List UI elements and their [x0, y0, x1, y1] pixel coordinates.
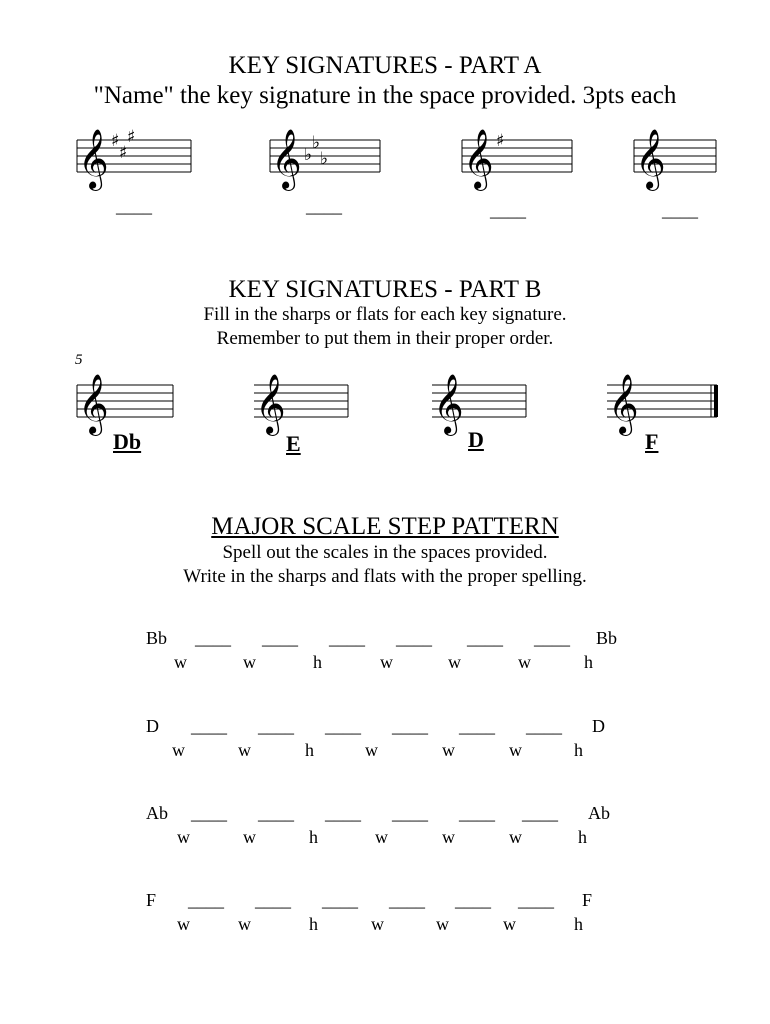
note-blank[interactable]: ____ — [396, 628, 432, 648]
scale-start: Ab — [146, 803, 168, 823]
note-blank[interactable]: ____ — [325, 803, 361, 823]
step-label: h — [309, 914, 318, 934]
scale-row-f — [0, 890, 770, 940]
note-blank[interactable]: ____ — [262, 628, 298, 648]
note-blank[interactable]: ____ — [195, 628, 231, 648]
part-a-title: KEY SIGNATURES - PART A — [228, 52, 542, 79]
note-blank[interactable]: ____ — [389, 890, 425, 910]
note-blank[interactable]: ____ — [325, 716, 361, 736]
sharp-icon: ♯ — [111, 131, 120, 151]
part-b-instruction-2: Remember to put them in their proper order. — [216, 328, 554, 349]
scale-end: F — [582, 890, 593, 910]
step-label: w — [509, 740, 522, 760]
key-label-e: E — [286, 431, 301, 456]
staff-b2 — [252, 365, 362, 435]
scale-row-bb — [0, 628, 770, 678]
scale-start: D — [146, 716, 159, 736]
sharp-icon: ♯ — [119, 143, 128, 163]
part-c-instruction-1: Spell out the scales in the spaces provided. — [222, 542, 548, 563]
note-blank[interactable]: ____ — [258, 803, 294, 823]
key-label-f: F — [645, 429, 659, 454]
step-label: h — [309, 827, 318, 847]
note-blank[interactable]: ____ — [255, 890, 291, 910]
step-label: w — [518, 652, 531, 672]
note-blank[interactable]: ____ — [522, 803, 558, 823]
treble-clef-icon: 𝄞 — [608, 374, 639, 434]
key-label-db: Db — [113, 429, 142, 454]
note-blank[interactable]: ____ — [467, 628, 503, 648]
treble-clef-icon: 𝄞 — [271, 129, 302, 189]
step-label: w — [375, 827, 388, 847]
staff-b4 — [605, 365, 725, 435]
key-label-d: D — [468, 427, 484, 452]
flat-icon: ♭ — [312, 133, 321, 153]
part-c-title: MAJOR SCALE STEP PATTERN — [211, 513, 559, 540]
step-label: h — [574, 740, 583, 760]
note-blank[interactable]: ____ — [188, 890, 224, 910]
note-blank[interactable]: ____ — [392, 716, 428, 736]
step-label: h — [584, 652, 593, 672]
step-label: w — [177, 914, 190, 934]
step-label: w — [238, 740, 251, 760]
step-label: w — [442, 740, 455, 760]
sharp-icon: ♯ — [127, 127, 136, 147]
scale-end: D — [592, 716, 605, 736]
step-label: w — [509, 827, 522, 847]
note-blank[interactable]: ____ — [526, 716, 562, 736]
step-label: w — [442, 827, 455, 847]
step-label: w — [503, 914, 516, 934]
scale-start: Bb — [146, 628, 168, 648]
scale-end: Bb — [596, 628, 618, 648]
note-blank[interactable]: ____ — [392, 803, 428, 823]
part-b-title: KEY SIGNATURES - PART B — [228, 276, 542, 303]
note-blank[interactable]: ____ — [459, 803, 495, 823]
answer-blank-3[interactable]: ____ — [490, 200, 526, 220]
treble-clef-icon: 𝄞 — [635, 129, 666, 189]
note-blank[interactable]: ____ — [322, 890, 358, 910]
scale-row-d — [0, 716, 770, 766]
step-label: h — [574, 914, 583, 934]
note-blank[interactable]: ____ — [518, 890, 554, 910]
step-label: w — [243, 652, 256, 672]
answer-blank-1[interactable]: ____ — [116, 196, 152, 216]
step-label: w — [365, 740, 378, 760]
part-a-instruction: "Name" the key signature in the space provided. 3pts each — [93, 82, 677, 109]
step-label: w — [174, 652, 187, 672]
treble-clef-icon: 𝄞 — [255, 374, 286, 434]
scale-row-ab — [0, 803, 770, 853]
scale-end: Ab — [588, 803, 610, 823]
treble-clef-icon: 𝄞 — [78, 129, 109, 189]
step-label: w — [243, 827, 256, 847]
step-label: w — [172, 740, 185, 760]
answer-blank-2[interactable]: ____ — [306, 196, 342, 216]
staff-b3 — [430, 365, 540, 435]
treble-clef-icon: 𝄞 — [78, 374, 109, 434]
part-c-instruction-2: Write in the sharps and flats with the proper spelling. — [183, 566, 587, 587]
note-blank[interactable]: ____ — [191, 716, 227, 736]
note-blank[interactable]: ____ — [258, 716, 294, 736]
step-label: w — [177, 827, 190, 847]
note-blank[interactable]: ____ — [459, 716, 495, 736]
part-b-instruction-1: Fill in the sharps or flats for each key signature. — [203, 304, 567, 325]
step-label: w — [448, 652, 461, 672]
staff-b1 — [75, 365, 185, 435]
step-label: w — [238, 914, 251, 934]
staff-a3 — [460, 120, 580, 190]
staff-a2 — [268, 120, 388, 190]
scale-start: F — [146, 890, 157, 910]
step-label: w — [436, 914, 449, 934]
staff-a1 — [75, 120, 195, 190]
sharp-icon: ♯ — [496, 131, 505, 151]
measure-number: 5 — [75, 352, 83, 368]
staff-a4 — [632, 120, 732, 190]
treble-clef-icon: 𝄞 — [463, 129, 494, 189]
step-label: h — [578, 827, 587, 847]
note-blank[interactable]: ____ — [455, 890, 491, 910]
treble-clef-icon: 𝄞 — [433, 374, 464, 434]
note-blank[interactable]: ____ — [534, 628, 570, 648]
flat-icon: ♭ — [304, 145, 313, 165]
step-label: h — [313, 652, 322, 672]
step-label: w — [371, 914, 384, 934]
note-blank[interactable]: ____ — [191, 803, 227, 823]
answer-blank-4[interactable]: ____ — [662, 200, 698, 220]
note-blank[interactable]: ____ — [329, 628, 365, 648]
step-label: h — [305, 740, 314, 760]
step-label: w — [380, 652, 393, 672]
flat-icon: ♭ — [320, 149, 329, 169]
